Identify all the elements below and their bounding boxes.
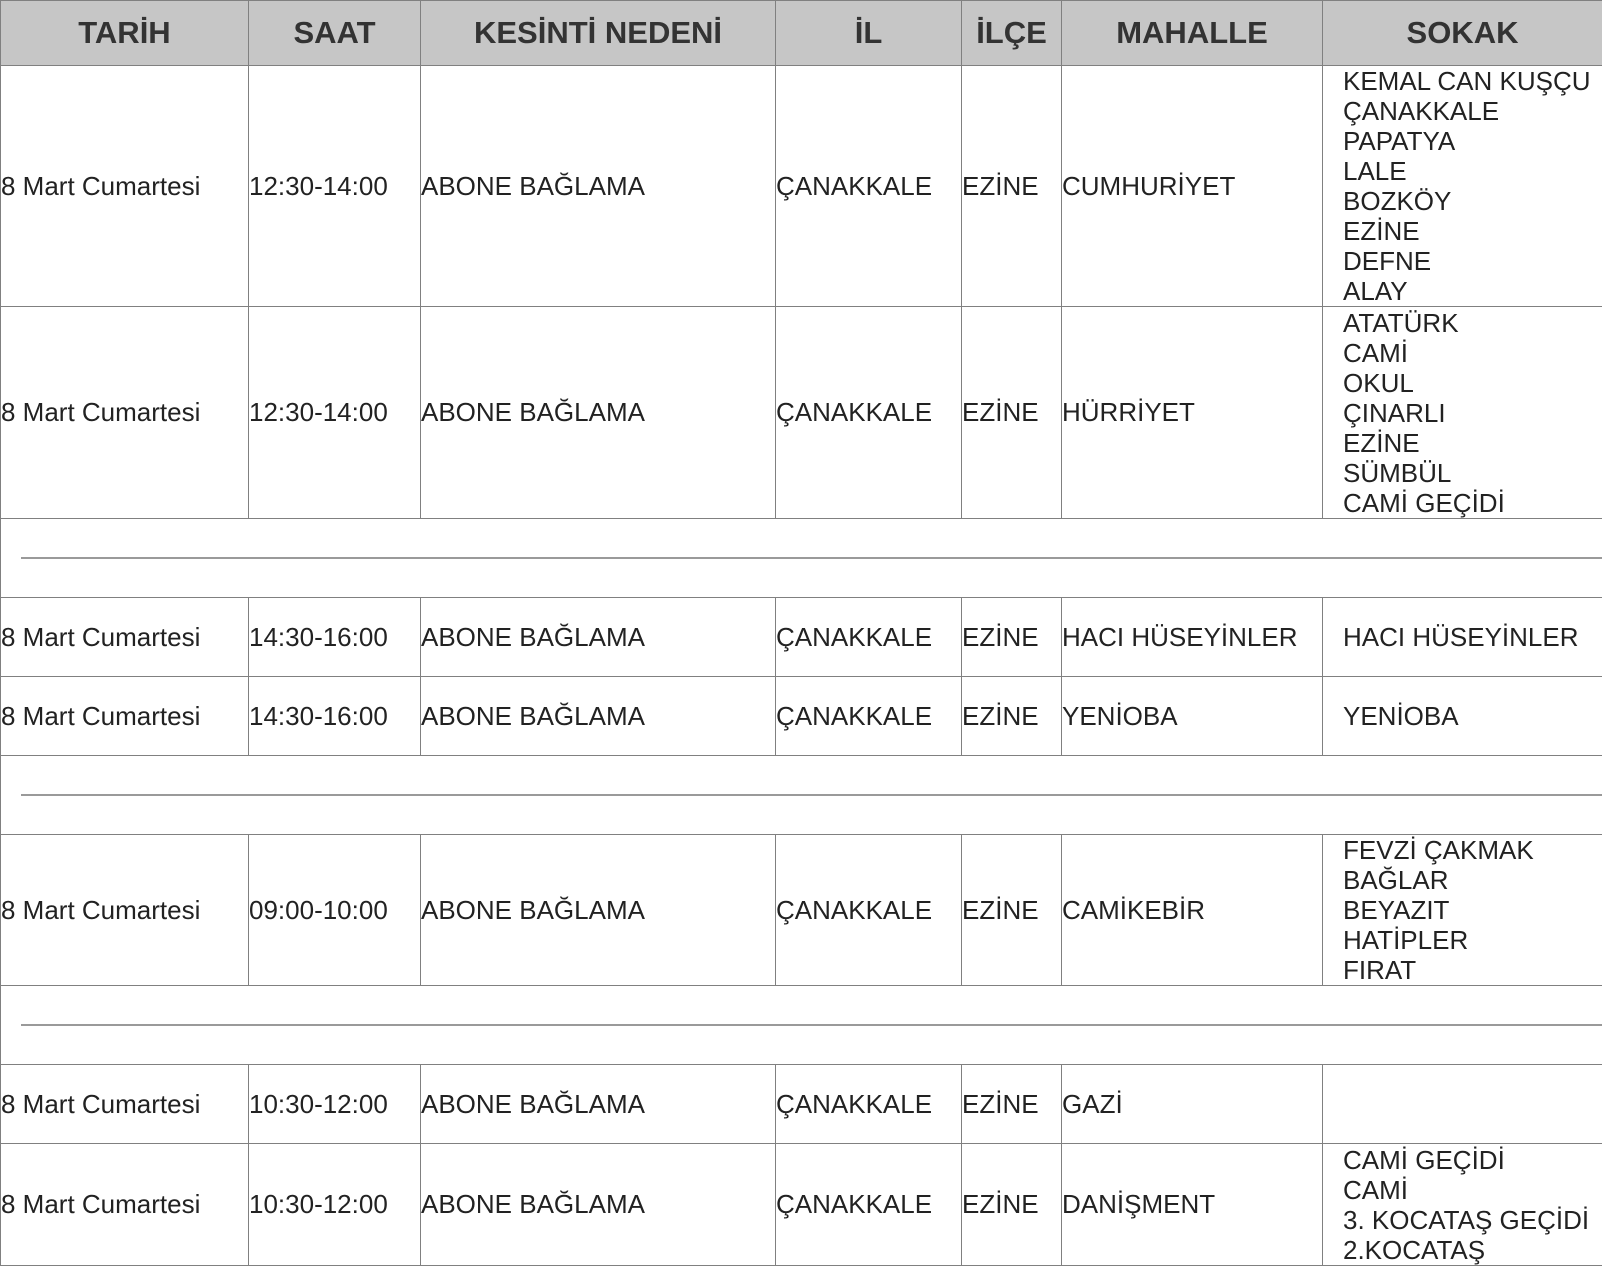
cell-ilce: EZİNE [962,1065,1062,1144]
cell-il: ÇANAKKALE [776,598,962,677]
cell-saat: 10:30-12:00 [249,1144,421,1266]
cell-il: ÇANAKKALE [776,1065,962,1144]
table-row [1,835,1602,986]
header-mahalle: MAHALLE [1062,1,1323,66]
cell-il: ÇANAKKALE [776,66,962,307]
street-name: EZİNE [1343,427,1420,458]
cell-il: ÇANAKKALE [776,307,962,519]
cell-ilce: EZİNE [962,677,1062,756]
table-row [1,307,1602,519]
street-name: CAMİ GEÇİDİ [1343,1144,1505,1175]
separator-cell [1,986,1602,1065]
cell-tarih: 8 Mart Cumartesi [1,598,249,677]
cell-sokak [1323,1144,1602,1266]
street-name: 3. KOCATAŞ GEÇİDİ [1343,1204,1590,1235]
street-name: ÇINARLI [1343,397,1446,428]
cell-mahalle: DANİŞMENT [1062,1144,1323,1266]
street-name: CAMİ GEÇİDİ [1343,487,1505,518]
street-name: ALAY [1343,276,1408,306]
cell-tarih: 8 Mart Cumartesi [1,835,249,986]
separator-line [21,794,1602,796]
header-ilce: İLÇE [962,1,1062,66]
separator-row [1,519,1602,598]
street-name: BEYAZIT [1343,895,1450,925]
cell-il: ÇANAKKALE [776,677,962,756]
cell-kesinti-nedeni: ABONE BAĞLAMA [421,677,776,756]
header-sokak: SOKAK [1323,1,1602,66]
cell-sokak [1323,677,1602,756]
header-saat: SAAT [249,1,421,66]
header-kesinti-nedeni: KESİNTİ NEDENİ [421,1,776,66]
header-il: İL [776,1,962,66]
cell-sokak [1323,598,1602,677]
street-name: PAPATYA [1343,126,1456,156]
cell-sokak [1323,1065,1602,1144]
cell-saat: 14:30-16:00 [249,677,421,756]
table-header-row [1,1,1602,66]
cell-mahalle: HÜRRİYET [1062,307,1323,519]
cell-il: ÇANAKKALE [776,835,962,986]
street-name: BOZKÖY [1343,186,1452,216]
cell-ilce: EZİNE [962,307,1062,519]
cell-mahalle: HACI HÜSEYİNLER [1062,598,1323,677]
cell-tarih: 8 Mart Cumartesi [1,677,249,756]
cell-mahalle: YENİOBA [1062,677,1323,756]
street-name: CAMİ [1343,337,1408,368]
separator-row [1,986,1602,1065]
cell-kesinti-nedeni: ABONE BAĞLAMA [421,598,776,677]
table-row [1,677,1602,756]
cell-mahalle: CAMİKEBİR [1062,835,1323,986]
separator-row [1,756,1602,835]
cell-kesinti-nedeni: ABONE BAĞLAMA [421,1065,776,1144]
street-name: KEMAL CAN KUŞÇU [1343,66,1591,96]
table-row [1,66,1602,307]
street-name: YENİOBA [1343,701,1459,731]
table-row [1,1065,1602,1144]
street-name: SÜMBÜL [1343,457,1452,488]
cell-mahalle: CUMHURİYET [1062,66,1323,307]
cell-saat: 12:30-14:00 [249,307,421,519]
street-name: FIRAT [1343,955,1417,985]
cell-mahalle: GAZİ [1062,1065,1323,1144]
cell-il: ÇANAKKALE [776,1144,962,1266]
separator-cell [1,519,1602,598]
street-name: 2.KOCATAŞ [1343,1234,1486,1265]
cell-ilce: EZİNE [962,598,1062,677]
cell-saat: 12:30-14:00 [249,66,421,307]
cell-tarih: 8 Mart Cumartesi [1,1065,249,1144]
cell-sokak [1323,66,1602,307]
separator-line [21,557,1602,559]
cell-kesinti-nedeni: ABONE BAĞLAMA [421,1144,776,1266]
street-name: FEVZİ ÇAKMAK [1343,835,1534,865]
cell-saat: 09:00-10:00 [249,835,421,986]
cell-ilce: EZİNE [962,66,1062,307]
street-name: ÇANAKKALE [1343,96,1500,126]
cell-saat: 14:30-16:00 [249,598,421,677]
table-row [1,1144,1602,1266]
street-name: BAĞLAR [1343,865,1449,895]
cell-ilce: EZİNE [962,835,1062,986]
cell-ilce: EZİNE [962,1144,1062,1266]
cell-saat: 10:30-12:00 [249,1065,421,1144]
cell-sokak [1323,835,1602,986]
street-name: ATATÜRK [1343,307,1459,338]
street-name: LALE [1343,156,1407,186]
separator-cell [1,756,1602,835]
cell-tarih: 8 Mart Cumartesi [1,307,249,519]
separator-line [21,1024,1602,1026]
street-name: EZİNE [1343,216,1420,246]
cell-kesinti-nedeni: ABONE BAĞLAMA [421,835,776,986]
street-name: DEFNE [1343,246,1432,276]
header-tarih: TARİH [1,1,249,66]
table-row [1,598,1602,677]
cell-kesinti-nedeni: ABONE BAĞLAMA [421,307,776,519]
street-name: HACI HÜSEYİNLER [1343,622,1579,652]
cell-tarih: 8 Mart Cumartesi [1,66,249,307]
street-name: CAMİ [1343,1174,1408,1205]
street-name: HATİPLER [1343,925,1469,955]
street-name: OKUL [1343,367,1414,398]
cell-tarih: 8 Mart Cumartesi [1,1144,249,1266]
cell-kesinti-nedeni: ABONE BAĞLAMA [421,66,776,307]
cell-sokak [1323,307,1602,519]
